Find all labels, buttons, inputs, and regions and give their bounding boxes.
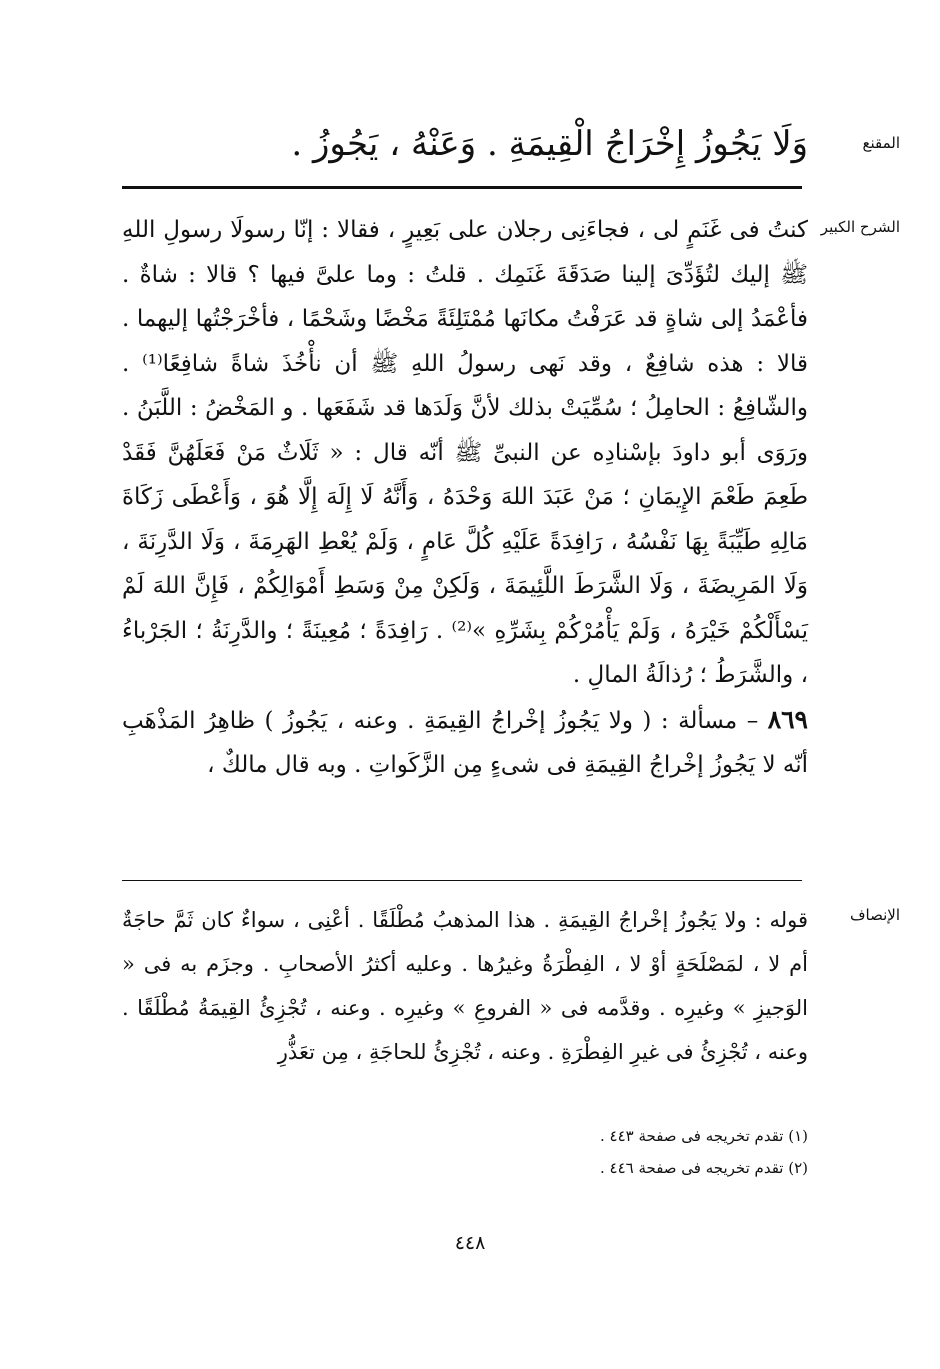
footnote-1: (١) تقدم تخريجه فى صفحة ٤٤٣ . (599, 1127, 808, 1145)
footnotes (122, 1120, 808, 1184)
footnote-2: (٢) تقدم تخريجه فى صفحة ٤٤٦ . (599, 1159, 808, 1177)
masala-number: ٨٦٩ (767, 704, 808, 734)
page-number: ٤٤٨ (454, 1232, 486, 1254)
sharh-label: الشرح الكبير (820, 218, 900, 236)
sharh-paragraph: كنتُ فى غَنَمٍ لى ، فجاءَنِى رجلان على بَعِيرٍ ، فقالا : إنّا رسولَا رسولِ اللهِ ﷺ إليك لتُؤَدِّىَ إلينا صَدَقَةَ غَنَمِك . قلتُ : وما علىَّ فيها ؟ قالا : شاةٌ . فأعْمَدُ إلى شاةٍ قد عَرَفْتُ مكانَها مُمْتَلِئَةً مَخْضًا وشَحْمًا ، فأخْرَجْتُها إليهما . قالا : هذه شافِعٌ ، وقد نَهى رسولُ اللهِ ﷺ أن نأْخُذَ شاةً شافِعًا⁽¹⁾ . والشّافِعُ : الحامِلُ ؛ سُمِّيَتْ بذلك لأنَّ وَلَدَها قد شَفَعَها . و المَخْضُ : اللَّبَنُ . ورَوَى أبو داودَ بإسْنادِه عن النبىِّ ﷺ أنّه قال : « ثَلَاثٌ مَنْ فَعَلَهُنَّ فَقَدْ طَعِمَ طَعْمَ الإِيمَانِ ؛ مَنْ عَبَدَ اللهَ وَحْدَهُ ، وَأَنَّهُ لَا إِلَهَ إِلَّا هُوَ ، وَأَعْطَى زَكَاةَ مَالِهِ طَيِّبَةً بِهَا نَفْسُهُ ، رَافِدَةً عَلَيْهِ كُلَّ عَامٍ ، وَلَمْ يُعْطِ الهَرِمَةَ ، وَلَا الدَّرِنَةَ ، وَلَا المَرِيضَةَ ، وَلَا الشَّرَطَ اللَّئِيمَةَ ، وَلَكِنْ مِنْ وَسَطِ أَمْوَالِكُمْ ، فَإِنَّ اللهَ لَمْ يَسْأَلْكُمْ خَيْرَهُ ، وَلَمْ يَأْمُرْكُمْ بِشَرِّهِ »⁽²⁾ . رَافِدَةً ؛ مُعِينَةً ؛ والدَّرِنَةُ ؛ الجَرْباءُ ، والشَّرَطُ ؛ رُذالَةُ المالِ . (122, 217, 808, 688)
muqni-label: المقنع (862, 134, 900, 152)
sharh-text-block (122, 208, 808, 788)
insaf-text: قوله : ولا يَجُوزُ إخْراجُ القِيمَةِ . هذا المذهبُ مُطْلَقًا . أعْنِى ، سواءٌ كان ثَمَّ حاجَةٌ أم لا ، لمَصْلَحَةٍ أوْ لا ، الفِطْرَةُ وغيرُها . وعليه أكثرُ الأصحابِ . وجزَم به فى « الوَجيزِ » وغيرِه . وقدَّمه فى « الفروعِ » وغيرِه . وعنه ، تُجْزِئُ القِيمَةُ مُطْلَقًا . وعنه ، تُجْزِئُ فى غيرِ الفِطْرَةِ . وعنه ، تُجْزِئُ للحاجَةِ ، مِن تعَذُّرِ (122, 908, 808, 1064)
footnote-divider (122, 880, 802, 881)
masala-paragraph (122, 698, 808, 788)
section-divider (122, 186, 802, 189)
masala-text: – مسألة : ( ولا يَجُوزُ إخْراجُ القِيمَةِ . وعنه ، يَجُوزُ ) ظاهِرُ المَذْهَبِ أنّه لا يَجُوزُ إخْراجُ القِيمَةِ فى شىءٍ مِن الزَّكَواتِ . وبه قال مالكٌ ، (122, 707, 808, 778)
insaf-label: الإنصاف (849, 906, 900, 924)
muqni-text: وَلَا يَجُوزُ إِخْرَاجُ الْقِيمَةِ . وَعَنْهُ ، يَجُوزُ . (291, 124, 808, 164)
